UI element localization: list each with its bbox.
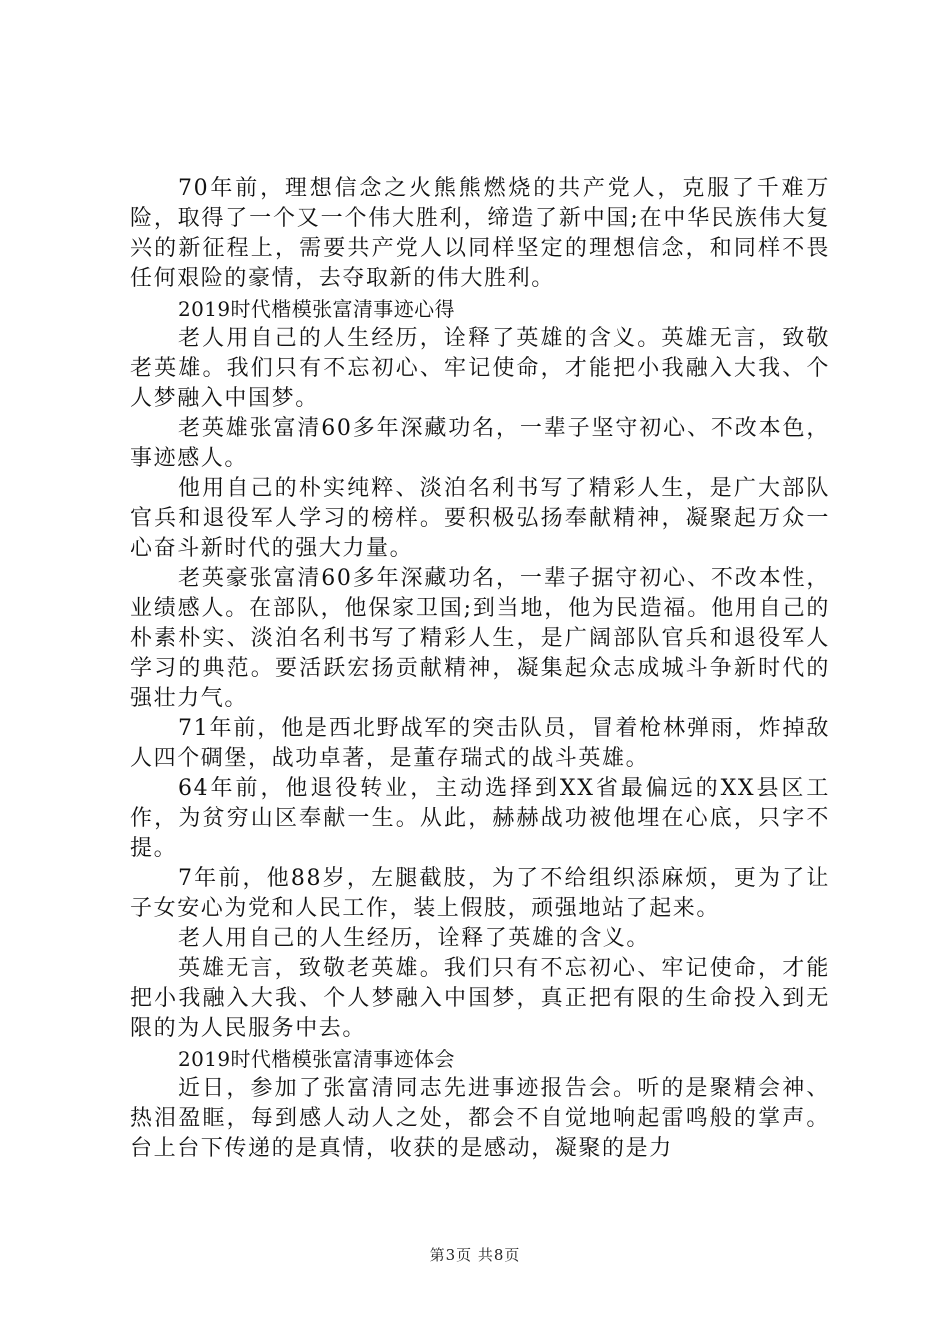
paragraph: 他用自己的朴实纯粹、淡泊名利书写了精彩人生，是广大部队官兵和退役军人学习的榜样。要积极弘扬奉献精神，凝聚起万众一心奋斗新时代的强大力量。 (130, 476, 830, 561)
paragraph: 7年前，他88岁，左腿截肢，为了不给组织添麻烦，更为了让子女安心为党和人民工作，装上假肢，顽强地站了起来。 (130, 866, 830, 921)
paragraph: 71年前，他是西北野战军的突击队员，冒着枪林弹雨，炸掉敌人四个碉堡，战功卓著，是董存瑞式的战斗英雄。 (130, 716, 830, 771)
document-body (130, 174, 830, 1164)
section-heading: 2019时代楷模张富清事迹心得 (178, 297, 455, 321)
paragraph: 老人用自己的人生经历，诠释了英雄的含义。英雄无言，致敬老英雄。我们只有不忘初心、牢记使命，才能把小我融入大我、个人梦融入中国梦。 (130, 326, 830, 411)
paragraph: 老英雄张富清60多年深藏功名，一辈子坚守初心、不改本色，事迹感人。 (130, 416, 830, 471)
paragraph: 70年前，理想信念之火熊熊燃烧的共产党人，克服了千难万险，取得了一个又一个伟大胜利，缔造了新中国;在中华民族伟大复兴的新征程上，需要共产党人以同样坚定的理想信念，和同样不畏任何艰险的豪情，去夺取新的伟大胜利。 (130, 176, 830, 291)
paragraph: 老英豪张富清60多年深藏功名，一辈子据守初心、不改本性，业绩感人。在部队，他保家卫国;到当地，他为民造福。他用自己的朴素朴实、淡泊名利书写了精彩人生，是广阔部队官兵和退役军人学习的典范。要活跃宏扬贡献精神，凝集起众志成城斗争新时代的强壮力气。 (130, 566, 830, 711)
page-number-footer: 第3页 共8页 (429, 1246, 521, 1264)
paragraph: 英雄无言，致敬老英雄。我们只有不忘初心、牢记使命，才能把小我融入大我、个人梦融入中国梦，真正把有限的生命投入到无限的为人民服务中去。 (130, 956, 830, 1041)
section-heading: 2019时代楷模张富清事迹体会 (178, 1047, 455, 1071)
paragraph: 近日，参加了张富清同志先进事迹报告会。听的是聚精会神、热泪盈眶，每到感人动人之处，都会不自觉地响起雷鸣般的掌声。台上台下传递的是真情，收获的是感动，凝聚的是力 (130, 1076, 830, 1161)
paragraph: 64年前，他退役转业，主动选择到XX省最偏远的XX县区工作，为贫穷山区奉献一生。从此，赫赫战功被他埋在心底，只字不提。 (130, 776, 830, 861)
paragraph: 老人用自己的人生经历，诠释了英雄的含义。 (178, 926, 651, 951)
